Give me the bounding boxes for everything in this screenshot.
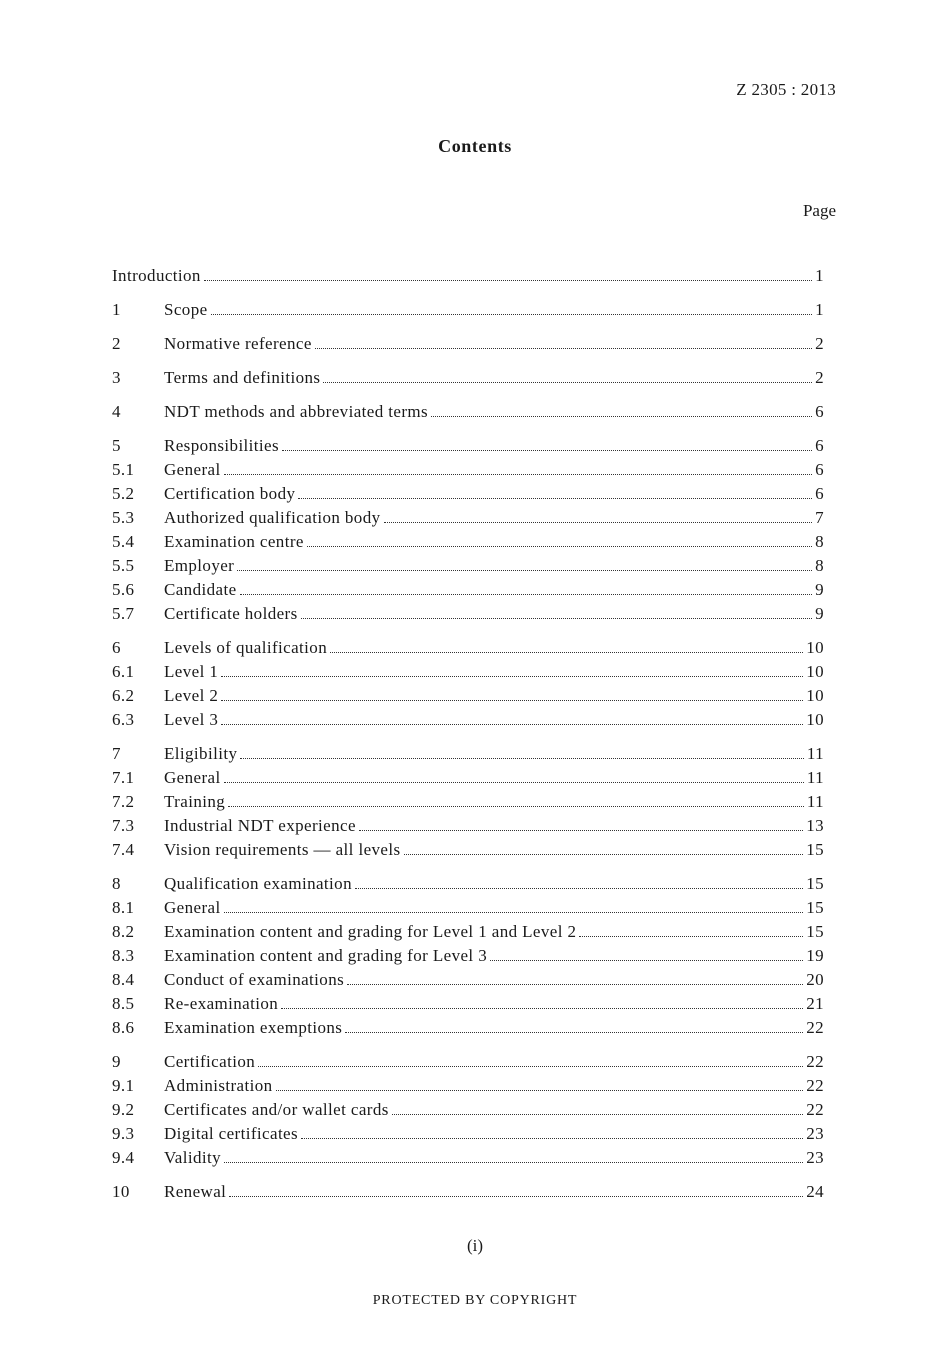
toc-entry[interactable] <box>112 530 824 552</box>
toc-entry[interactable] <box>112 790 824 812</box>
dot-leader <box>221 676 803 677</box>
toc-entry-label: Level 3 <box>164 710 219 729</box>
toc-entry-number: 9.3 <box>112 1124 135 1143</box>
toc-entry-number: 6 <box>112 638 121 657</box>
dot-leader <box>240 594 813 595</box>
dot-leader <box>330 652 803 653</box>
toc-entry[interactable] <box>112 1180 824 1202</box>
dot-leader <box>228 806 804 807</box>
toc-entry-page: 6 <box>815 484 824 503</box>
dot-leader <box>282 450 812 451</box>
toc-entry-number: 8.1 <box>112 898 135 917</box>
toc-entry-label: General <box>164 460 221 479</box>
toc-entry-number: 8.3 <box>112 946 135 965</box>
toc-entry-number: 5.6 <box>112 580 135 599</box>
toc-entry-page: 15 <box>806 898 824 917</box>
toc-entry-number: 8.6 <box>112 1018 135 1037</box>
toc-entry-label: Vision requirements — all levels <box>164 840 401 859</box>
dot-leader <box>579 936 803 937</box>
toc-entry-number: 10 <box>112 1182 130 1201</box>
dot-leader <box>355 888 803 889</box>
toc-entry-number: 5.4 <box>112 532 135 551</box>
dot-leader <box>224 1162 803 1163</box>
toc-entry-number: 9.4 <box>112 1148 135 1167</box>
toc-entry-page: 10 <box>806 662 824 681</box>
dot-leader <box>345 1032 803 1033</box>
toc-entry-page: 2 <box>815 334 824 353</box>
toc-entry[interactable] <box>112 992 824 1014</box>
toc-entry[interactable] <box>112 458 824 480</box>
dot-leader <box>281 1008 803 1009</box>
toc-entry[interactable] <box>112 1016 824 1038</box>
toc-entry-page: 13 <box>806 816 824 835</box>
toc-entry[interactable] <box>112 660 824 682</box>
toc-entry-number: 4 <box>112 402 121 421</box>
dot-leader <box>301 618 812 619</box>
toc-entry-number: 9.1 <box>112 1076 135 1095</box>
dot-leader <box>224 474 812 475</box>
dot-leader <box>315 348 812 349</box>
toc-entry-number: 8.5 <box>112 994 135 1013</box>
toc-entry-number: 7.2 <box>112 792 135 811</box>
toc-entry[interactable] <box>112 578 824 600</box>
toc-entry-page: 23 <box>806 1124 824 1143</box>
toc-entry[interactable] <box>112 602 824 624</box>
toc-entry[interactable] <box>112 1050 824 1072</box>
toc-entry-label: Re-examination <box>164 994 279 1013</box>
toc-entry-number: 5.2 <box>112 484 135 503</box>
toc-entry-label: Digital certificates <box>164 1124 299 1143</box>
toc-entry-label: Examination content and grading for Level 1 and Level 2 <box>164 922 577 941</box>
toc-entry[interactable] <box>112 684 824 706</box>
toc-entry-page: 22 <box>806 1052 824 1071</box>
dot-leader <box>258 1066 803 1067</box>
toc-entry-number: 5.7 <box>112 604 135 623</box>
standard-id: Z 2305 : 2013 <box>736 80 836 99</box>
toc-entry-label: Certification body <box>164 484 296 503</box>
toc-entry-page: 9 <box>815 580 824 599</box>
toc-entry-page: 15 <box>806 922 824 941</box>
dot-leader <box>384 522 813 523</box>
dot-leader <box>224 912 804 913</box>
toc-entry-page: 8 <box>815 532 824 551</box>
toc-entry-number: 8.2 <box>112 922 135 941</box>
toc-entry-page: 6 <box>815 436 824 455</box>
toc-entry[interactable] <box>112 896 824 918</box>
toc-entry-number: 8.4 <box>112 970 135 989</box>
toc-entry-page: 1 <box>815 300 824 319</box>
toc-entry-label: Levels of qualification <box>164 638 328 657</box>
toc-entry-number: 7 <box>112 744 121 763</box>
toc-entry-page: 2 <box>815 368 824 387</box>
toc-entry-label: Responsibilities <box>164 436 280 455</box>
toc-entry-label: Scope <box>164 300 208 319</box>
dot-leader <box>204 280 812 281</box>
toc-entry-page: 6 <box>815 460 824 479</box>
toc-entry-page: 7 <box>815 508 824 527</box>
toc-entry-label: Examination content and grading for Level 3 <box>164 946 488 965</box>
toc-entry-label: Renewal <box>164 1182 227 1201</box>
dot-leader <box>211 314 813 315</box>
dot-leader <box>276 1090 804 1091</box>
toc-entry-page: 22 <box>806 1076 824 1095</box>
dot-leader <box>237 570 812 571</box>
toc-entry-label: Candidate <box>164 580 237 599</box>
dot-leader <box>404 854 804 855</box>
copyright-notice: PROTECTED BY COPYRIGHT <box>372 1293 578 1308</box>
toc-entry-number: 2 <box>112 334 121 353</box>
toc-entry[interactable] <box>112 1098 824 1120</box>
toc-entry[interactable] <box>112 506 824 528</box>
toc-entry-number: 6.2 <box>112 686 135 705</box>
toc-entry-page: 15 <box>806 840 824 859</box>
toc-entry[interactable] <box>112 968 824 990</box>
toc-entry[interactable] <box>112 1146 824 1168</box>
toc-entry-label: General <box>164 898 221 917</box>
toc-entry-label: Introduction <box>112 266 201 285</box>
toc-entry-page: 22 <box>806 1100 824 1119</box>
dot-leader <box>298 498 812 499</box>
toc-entry[interactable] <box>112 814 824 836</box>
toc-entry[interactable] <box>112 838 824 860</box>
toc-entry-page: 15 <box>806 874 824 893</box>
toc-entry-page: 23 <box>806 1148 824 1167</box>
toc-entry-number: 5.1 <box>112 460 135 479</box>
toc-entry-page: 19 <box>806 946 824 965</box>
toc-entry-page: 20 <box>806 970 824 989</box>
toc-entry-page: 1 <box>815 266 824 285</box>
toc-entry[interactable] <box>112 742 824 764</box>
dot-leader <box>431 416 812 417</box>
toc-entry-number: 7.4 <box>112 840 135 859</box>
toc-entry-label: Certificates and/or wallet cards <box>164 1100 389 1119</box>
toc-entry[interactable] <box>112 766 824 788</box>
toc-entry[interactable] <box>112 636 824 658</box>
toc-entry-label: Conduct of examinations <box>164 970 345 989</box>
toc-entry-number: 1 <box>112 300 121 319</box>
toc-entry-page: 24 <box>806 1182 824 1201</box>
toc-entry-number: 7.3 <box>112 816 135 835</box>
toc-entry-page: 21 <box>806 994 824 1013</box>
toc-entry-label: General <box>164 768 221 787</box>
dot-leader <box>347 984 803 985</box>
toc-entry-number: 8 <box>112 874 121 893</box>
toc-entry-label: Validity <box>164 1148 222 1167</box>
toc-entry[interactable] <box>112 872 824 894</box>
toc-entry[interactable] <box>112 264 824 286</box>
toc-entry-label: Normative reference <box>164 334 312 353</box>
dot-leader <box>490 960 803 961</box>
toc-entry[interactable] <box>112 332 824 354</box>
toc-entry-number: 9 <box>112 1052 121 1071</box>
toc-entry-label: Level 1 <box>164 662 219 681</box>
toc-entry-label: Certificate holders <box>164 604 298 623</box>
toc-entry[interactable] <box>112 554 824 576</box>
toc-entry-number: 5 <box>112 436 121 455</box>
dot-leader <box>301 1138 803 1139</box>
toc-entry-label: Training <box>164 792 226 811</box>
toc-entry-number: 6.1 <box>112 662 135 681</box>
dot-leader <box>323 382 812 383</box>
toc-entry[interactable] <box>112 1122 824 1144</box>
toc-entry[interactable] <box>112 920 824 942</box>
toc-entry-number: 5.5 <box>112 556 135 575</box>
dot-leader <box>307 546 812 547</box>
toc-entry[interactable] <box>112 400 824 422</box>
toc-entry-label: Authorized qualification body <box>164 508 381 527</box>
dot-leader <box>240 758 803 759</box>
toc-entry-page: 9 <box>815 604 824 623</box>
toc-entry-page: 11 <box>806 792 824 811</box>
toc-entry-number: 6.3 <box>112 710 135 729</box>
toc-entry-label: Industrial NDT experience <box>164 816 356 835</box>
footer-page-number: (i) <box>466 1236 484 1255</box>
toc-entry-page: 10 <box>806 710 824 729</box>
toc-entry-page: 11 <box>806 744 824 763</box>
dot-leader <box>359 830 803 831</box>
toc-entry-label: Administration <box>164 1076 273 1095</box>
toc-entry-number: 7.1 <box>112 768 135 787</box>
toc-entry[interactable] <box>112 298 824 320</box>
toc-entry-label: Terms and definitions <box>164 368 321 387</box>
toc-entry[interactable] <box>112 434 824 456</box>
toc-entry-label: Eligibility <box>164 744 238 763</box>
dot-leader <box>221 700 803 701</box>
toc-entry-label: Certification <box>164 1052 256 1071</box>
toc-entry[interactable] <box>112 944 824 966</box>
toc-entry-page: 8 <box>815 556 824 575</box>
toc-entry-page: 22 <box>806 1018 824 1037</box>
toc-entry-label: Employer <box>164 556 235 575</box>
dot-leader <box>224 782 804 783</box>
toc-entry-label: Examination exemptions <box>164 1018 343 1037</box>
toc-entry[interactable] <box>112 1074 824 1096</box>
page-title: Contents <box>438 136 512 156</box>
toc-entry[interactable] <box>112 482 824 504</box>
toc-entry-number: 3 <box>112 368 121 387</box>
toc-entry-label: NDT methods and abbreviated terms <box>164 402 429 421</box>
toc-entry-page: 11 <box>806 768 824 787</box>
toc-entry-label: Level 2 <box>164 686 219 705</box>
dot-leader <box>221 724 803 725</box>
toc-entry-page: 6 <box>815 402 824 421</box>
dot-leader <box>229 1196 803 1197</box>
dot-leader <box>392 1114 803 1115</box>
toc-entry-number: 5.3 <box>112 508 135 527</box>
page-column-label: Page <box>802 201 836 220</box>
toc-entry-page: 10 <box>806 638 824 657</box>
toc-entry-number: 9.2 <box>112 1100 135 1119</box>
toc-entry-label: Qualification examination <box>164 874 352 893</box>
toc-entry[interactable] <box>112 708 824 730</box>
toc-entry-label: Examination centre <box>164 532 304 551</box>
toc-entry-page: 10 <box>806 686 824 705</box>
toc-entry[interactable] <box>112 366 824 388</box>
